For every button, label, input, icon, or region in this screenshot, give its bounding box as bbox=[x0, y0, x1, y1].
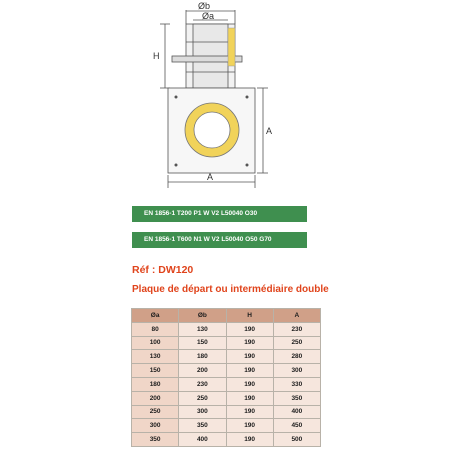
flue-opening bbox=[194, 112, 230, 148]
cell-ob: 350 bbox=[179, 419, 226, 433]
cell-oa: 200 bbox=[132, 391, 179, 405]
dim-label-oa: Øa bbox=[202, 11, 215, 21]
cell-ob: 230 bbox=[179, 377, 226, 391]
cell-h: 190 bbox=[226, 405, 273, 419]
cell-oa: 250 bbox=[132, 405, 179, 419]
cell-a: 280 bbox=[273, 350, 320, 364]
cell-oa: 130 bbox=[132, 350, 179, 364]
norm-banner-2: EN 1856-1 T600 N1 W V2 L50040 O50 G70 bbox=[132, 232, 307, 248]
table-row bbox=[132, 336, 321, 350]
table-row bbox=[132, 377, 321, 391]
insulation-section bbox=[228, 28, 235, 66]
dim-label-a-side: A bbox=[266, 126, 273, 136]
cell-oa: 80 bbox=[132, 322, 179, 336]
cell-a: 400 bbox=[273, 405, 320, 419]
technical-drawing bbox=[0, 0, 452, 200]
table-row bbox=[132, 419, 321, 433]
table-row bbox=[132, 405, 321, 419]
cell-h: 190 bbox=[226, 350, 273, 364]
cell-ob: 400 bbox=[179, 433, 226, 447]
cell-a: 450 bbox=[273, 419, 320, 433]
table-row bbox=[132, 322, 321, 336]
dim-label-ob: Øb bbox=[198, 1, 211, 11]
header-oa: Øa bbox=[132, 309, 179, 323]
dim-label-h: H bbox=[153, 51, 160, 61]
cell-oa: 150 bbox=[132, 364, 179, 378]
dim-label-a-bottom: A bbox=[207, 172, 214, 182]
cell-ob: 130 bbox=[179, 322, 226, 336]
cell-ob: 250 bbox=[179, 391, 226, 405]
cell-ob: 180 bbox=[179, 350, 226, 364]
cell-ob: 150 bbox=[179, 336, 226, 350]
header-h: H bbox=[226, 309, 273, 323]
table-header-row bbox=[132, 309, 321, 323]
cell-oa: 350 bbox=[132, 433, 179, 447]
product-title: Plaque de départ ou intermédiaire double bbox=[132, 284, 329, 295]
header-ob: Øb bbox=[179, 309, 226, 323]
product-reference: Réf : DW120 bbox=[132, 264, 194, 276]
cell-a: 500 bbox=[273, 433, 320, 447]
table-row bbox=[132, 391, 321, 405]
cell-a: 350 bbox=[273, 391, 320, 405]
table-row bbox=[132, 364, 321, 378]
cell-oa: 100 bbox=[132, 336, 179, 350]
cell-ob: 300 bbox=[179, 405, 226, 419]
cell-h: 190 bbox=[226, 322, 273, 336]
cell-h: 190 bbox=[226, 336, 273, 350]
cell-ob: 200 bbox=[179, 364, 226, 378]
cell-oa: 180 bbox=[132, 377, 179, 391]
cell-h: 190 bbox=[226, 433, 273, 447]
cell-a: 300 bbox=[273, 364, 320, 378]
cell-h: 190 bbox=[226, 364, 273, 378]
cell-h: 190 bbox=[226, 377, 273, 391]
norm-banner-1: EN 1856-1 T200 P1 W V2 L50040 O30 bbox=[132, 206, 307, 222]
dimensions-table bbox=[131, 308, 321, 447]
cell-h: 190 bbox=[226, 391, 273, 405]
table-row bbox=[132, 433, 321, 447]
cell-a: 330 bbox=[273, 377, 320, 391]
cell-oa: 300 bbox=[132, 419, 179, 433]
cell-h: 190 bbox=[226, 419, 273, 433]
cell-a: 250 bbox=[273, 336, 320, 350]
header-a: A bbox=[273, 309, 320, 323]
table-row bbox=[132, 350, 321, 364]
cell-a: 230 bbox=[273, 322, 320, 336]
